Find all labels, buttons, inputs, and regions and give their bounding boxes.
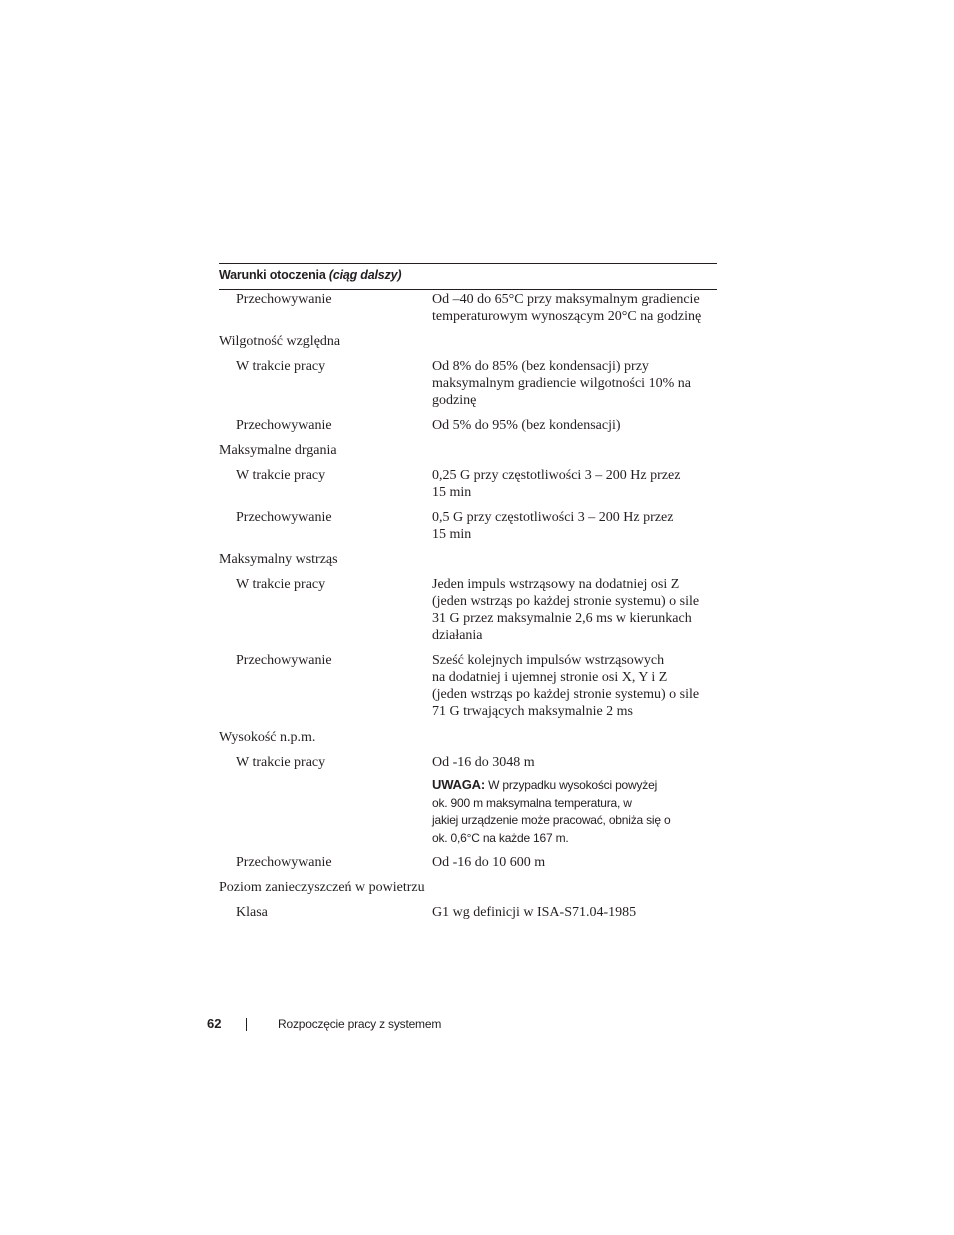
row-value-line: Od 8% do 85% (bez kondensacji) przy (432, 359, 649, 374)
row-value-line: 15 min (432, 527, 472, 542)
row-value-line: na dodatniej i ujemnej stronie osi X, Y i Z (432, 670, 668, 685)
row-label: Przechowywanie (236, 653, 332, 668)
category-label: Maksymalne drgania (219, 443, 337, 458)
row-value-line: działania (432, 628, 483, 643)
row-label: W trakcie pracy (236, 755, 326, 770)
row-value-line: Od -16 do 10 600 m (432, 855, 546, 870)
note-line: jakiej urządzenie może pracować, obniża się o (432, 813, 671, 827)
row-value-line: 0,25 G przy częstotliwości 3 – 200 Hz przez (432, 468, 681, 483)
row-value-line: Od –40 do 65°C przy maksymalnym gradiencie (432, 292, 700, 307)
row-label: Przechowywanie (236, 292, 332, 307)
chapter-title: Rozpoczęcie pracy z systemem (278, 1017, 442, 1031)
row-value-line: 71 G trwających maksymalnie 2 ms (432, 704, 634, 719)
row-value-line: 15 min (432, 485, 472, 500)
row-label: W trakcie pracy (236, 468, 326, 483)
row-value-line: (jeden wstrząs po każdej stronie systemu) o sile (432, 687, 700, 702)
row-value-line: 31 G przez maksymalnie 2,6 ms w kierunkach (432, 611, 692, 626)
row-label: Przechowywanie (236, 418, 332, 433)
row-value-line: (jeden wstrząs po każdej stronie systemu) o sile (432, 594, 700, 609)
row-value-line: G1 wg definicji w ISA-S71.04-1985 (432, 905, 637, 920)
row-label: W trakcie pracy (236, 359, 326, 374)
row-value-line: Jeden impuls wstrząsowy na dodatniej osi Z (432, 577, 680, 592)
row-value-line: temperaturowym wynoszącym 20°C na godzinę (432, 309, 702, 324)
row-label: Klasa (236, 905, 268, 920)
table-header (219, 263, 717, 290)
row-value-line: Od 5% do 95% (bez kondensacji) (432, 418, 621, 433)
row-value-line: Od -16 do 3048 m (432, 755, 535, 770)
note-line: W przypadku wysokości powyżej (488, 778, 658, 792)
row-value-line: godzinę (432, 393, 477, 408)
row-label: W trakcie pracy (236, 577, 326, 592)
category-label: Wysokość n.p.m. (219, 730, 316, 745)
row-value-line: 0,5 G przy częstotliwości 3 – 200 Hz przez (432, 510, 674, 525)
note-line: ok. 0,6°C na każde 167 m. (432, 830, 569, 845)
note-label: UWAGA: (432, 777, 485, 792)
page-number: 62 (207, 1016, 222, 1031)
row-value-line: maksymalnym gradiencie wilgotności 10% na (432, 376, 691, 391)
row-value-line: Sześć kolejnych impulsów wstrząsowych (432, 653, 665, 668)
category-label: Poziom zanieczyszczeń w powietrzu (219, 880, 425, 895)
category-label: Wilgotność względna (219, 334, 341, 349)
table-title: Warunki otoczenia (219, 268, 326, 282)
table-title-continued: (ciąg dalszy) (328, 268, 402, 282)
row-label: Przechowywanie (236, 855, 332, 870)
footer-separator (246, 1018, 247, 1031)
row-label: Przechowywanie (236, 510, 332, 525)
category-label: Maksymalny wstrząs (219, 552, 338, 567)
note-line: ok. 900 m maksymalna temperatura, w (432, 795, 632, 810)
note (432, 776, 670, 847)
